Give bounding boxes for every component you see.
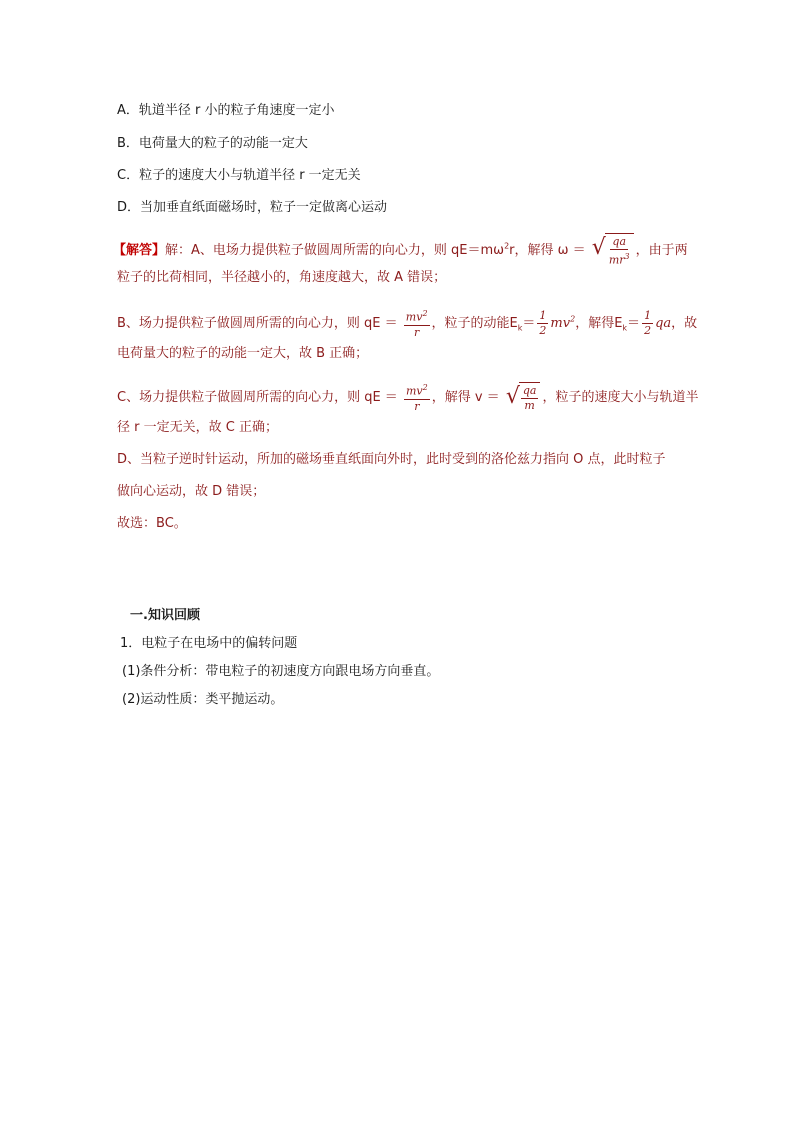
option-b: B．电荷量大的粒子的动能一定大 xyxy=(117,136,308,151)
review-item-1: 1．电粒子在电场中的偏转问题 xyxy=(120,636,298,651)
answer-b-line2: 电荷量大的粒子的动能一定大，故 B 正确； xyxy=(117,346,369,361)
frac-mv2-r: $\frac{mv^2}{r}$ xyxy=(405,309,428,339)
answer-label: 【解答】 xyxy=(113,242,166,258)
answer-c-line1: C、场力提供粒子做圆周所需的向心力，则 qE ＝ $\frac{mv^2}{r}$ ，解得 v ＝ √ $\frac{qa}{m}$ ，粒子的速度大小与轨道半 xyxy=(117,383,699,413)
answer-b-line1: B、场力提供粒子做圆周所需的向心力，则 qE ＝ $\frac{mv^2}{r}$ ，粒子的动能$E_k=$ $\frac{1}{2}$ $mv^2$，解得$E_k=$ $\frac{1}{2}$ qa，故 xyxy=(117,308,698,339)
sqrt-omega: √ $\frac{qa}{mr^3}$ xyxy=(592,233,634,268)
answer-c-line2: 径 r 一定无关，故 C 正确； xyxy=(117,420,278,435)
answer-d-line1: D、当粒子逆时针运动，所加的磁场垂直纸面向外时，此时受到的洛伦兹力指向 O 点，此时粒子 xyxy=(117,452,666,467)
review-sub-1: (1)条件分析：带电粒子的初速度方向跟电场方向垂直。 xyxy=(122,664,440,679)
frac-half: $\frac{1}{2}$ xyxy=(539,308,547,337)
option-a: A．轨道半径 r 小的粒子角速度一定小 xyxy=(117,103,335,118)
option-c: C．粒子的速度大小与轨道半径 r 一定无关 xyxy=(117,168,361,183)
review-sub-2: (2)运动性质：类平抛运动。 xyxy=(122,692,284,707)
frac-mv2-r-c: $\frac{mv^2}{r}$ xyxy=(405,383,428,413)
frac-half-2: $\frac{1}{2}$ xyxy=(644,308,652,337)
review-heading: 一.知识回顾 xyxy=(130,608,200,623)
answer-d-line2: 做向心运动，故 D 错误； xyxy=(117,484,266,499)
option-d: D．当加垂直纸面磁场时，粒子一定做离心运动 xyxy=(117,200,388,215)
answer-a-line2: 粒子的比荷相同，半径越小的，角速度越大，故 A 错误； xyxy=(117,270,447,285)
answer-a-line1: 【解答】解：A、电场力提供粒子做圆周所需的向心力，则 $qE=m\omega^2r$，解得 ω ＝ √ $\frac{qa}{mr^3}$ ，由于两 xyxy=(113,235,688,267)
answer-choice: 故选：BC。 xyxy=(117,516,187,531)
sqrt-v: √ $\frac{qa}{m}$ xyxy=(506,382,541,413)
